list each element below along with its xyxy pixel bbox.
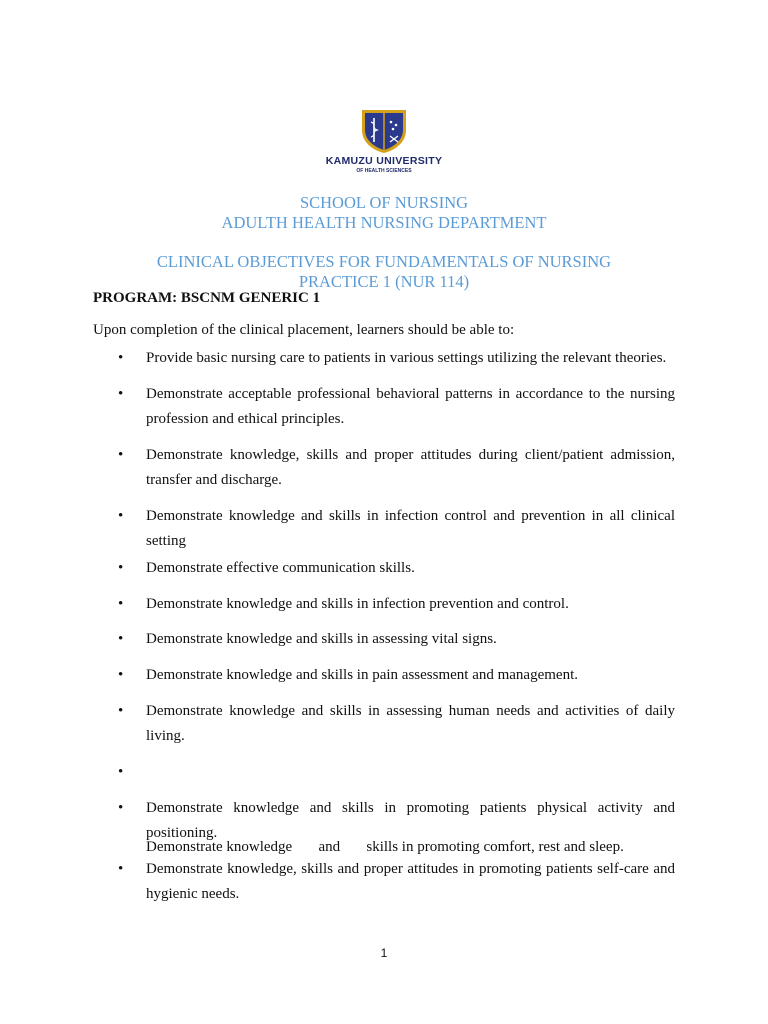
list-item [120, 443, 675, 493]
title-line-1: CLINICAL OBJECTIVES FOR FUNDAMENTALS OF NURSING [156, 252, 612, 271]
bullet-icon: • [118, 560, 124, 576]
objective-text: Demonstrate knowledge and skills in promoting comfort, rest and sleep. [146, 839, 624, 855]
list-item [120, 857, 675, 907]
shield-crest-icon [360, 108, 408, 154]
list-item [120, 592, 675, 617]
objective-text: Demonstrate knowledge and skills in infection prevention and control. [146, 596, 569, 612]
objective-text: Demonstrate acceptable professional behavioral patterns in accordance to the nursing profession and ethical principles. [146, 386, 675, 427]
school-heading: SCHOOL OF NURSING [299, 193, 469, 212]
list-item [120, 699, 675, 749]
objective-text: Demonstrate knowledge and skills in assessing vital signs. [146, 631, 497, 647]
program-label: PROGRAM: BSCNM GENERIC 1 [93, 290, 321, 306]
bullet-icon: • [118, 350, 124, 366]
objective-text: Demonstrate knowledge and skills in assessing human needs and activities of daily living. [146, 703, 675, 744]
bullet-icon: • [118, 703, 124, 719]
logo-university-subtitle: OF HEALTH SCIENCES [356, 168, 412, 174]
list-item [120, 796, 675, 846]
logo-university-name: KAMUZU UNIVERSITY [325, 155, 443, 167]
objective-text: Demonstrate knowledge and skills in pain assessment and management. [146, 667, 578, 683]
objective-text: Demonstrate knowledge, skills and proper attitudes during client/patient admission, transfer and discharge. [146, 447, 675, 488]
bullet-icon: • [118, 386, 124, 402]
bullet-icon: • [118, 861, 124, 877]
list-item [120, 556, 675, 581]
objective-text: Provide basic nursing care to patients in various settings utilizing the relevant theories. [146, 350, 667, 366]
objective-text: Demonstrate knowledge, skills and proper attitudes in promoting patients self-care and hygienic needs. [146, 861, 675, 902]
list-item [120, 382, 675, 432]
list-item [120, 346, 675, 371]
bullet-icon: • [118, 667, 124, 683]
university-logo [312, 88, 456, 180]
bullet-icon: • [118, 764, 124, 780]
objective-text: Demonstrate knowledge and skills in promoting patients physical activity and positioning. [146, 800, 675, 841]
bullet-icon: • [118, 447, 124, 463]
objective-text: Demonstrate effective communication skills. [146, 560, 415, 576]
bullet-icon: • [118, 631, 124, 647]
list-item [120, 627, 675, 652]
objective-text: Demonstrate knowledge and skills in infection control and prevention in all clinical setting [146, 508, 675, 549]
title-line-2: PRACTICE 1 (NUR 114) [298, 272, 470, 291]
bullet-icon: • [118, 508, 124, 524]
page-number: 1 [380, 946, 388, 960]
intro-text: Upon completion of the clinical placement, learners should be able to: [93, 322, 515, 338]
department-heading: ADULTH HEALTH NURSING DEPARTMENT [221, 213, 547, 232]
list-item [120, 663, 675, 688]
bullet-icon: • [118, 596, 124, 612]
list-item [120, 504, 675, 554]
bullet-icon: • [118, 800, 124, 816]
